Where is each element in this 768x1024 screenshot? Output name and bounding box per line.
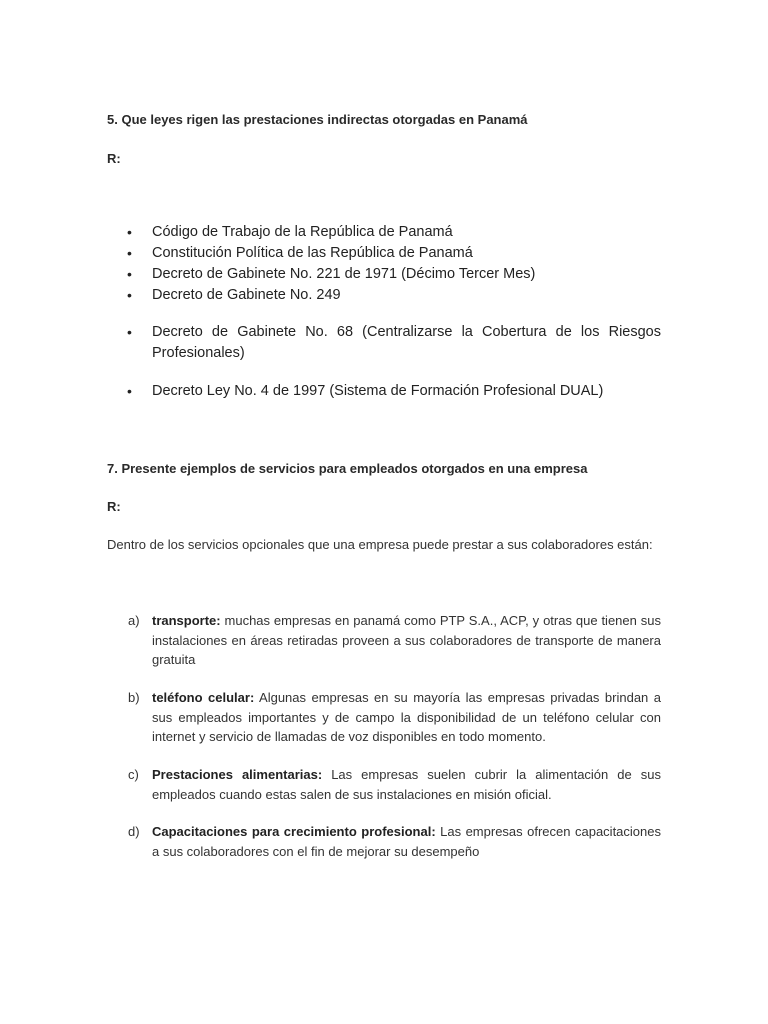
service-list-item (128, 688, 661, 747)
law-list-item (127, 285, 661, 306)
service-term: Prestaciones alimentarias: (152, 767, 323, 782)
service-term: teléfono celular: (152, 690, 255, 705)
answer-7-label: R: (107, 499, 121, 514)
law-list-item-text: Código de Trabajo de la República de Panamá (152, 224, 453, 240)
service-list-item-text (152, 822, 661, 861)
bullet-icon: • (127, 266, 132, 282)
law-list-item (127, 243, 661, 264)
law-list-item (127, 264, 661, 285)
list-marker: a) (128, 613, 140, 628)
law-list-item-text: Decreto de Gabinete No. 68 (Centralizarse la Cobertura de los Riesgos Profesionales) (152, 324, 661, 361)
service-term: transporte: (152, 613, 221, 628)
bullet-icon: • (127, 287, 132, 303)
law-list-item-text: Constitución Política de las República de Panamá (152, 245, 473, 261)
bullet-icon: • (127, 245, 132, 261)
service-list-item (128, 765, 661, 804)
service-description: Las empresas ofrecen capacitaciones a sus colaboradores con el fin de mejorar su desempeño (152, 824, 661, 859)
law-list-item-text: Decreto de Gabinete No. 221 de 1971 (Décimo Tercer Mes) (152, 266, 536, 282)
question-5-heading: 5. Que leyes rigen las prestaciones indirectas otorgadas en Panamá (107, 112, 528, 127)
answer-5-label: R: (107, 151, 121, 166)
service-list-item-text (152, 611, 661, 670)
service-term: Capacitaciones para crecimiento profesional: (152, 824, 436, 839)
question-7-heading: 7. Presente ejemplos de servicios para empleados otorgados en una empresa (107, 461, 588, 476)
list-marker: b) (128, 690, 140, 705)
services-intro-text: Dentro de los servicios opcionales que una empresa puede prestar a sus colaboradores están: (107, 537, 653, 552)
service-list-item (128, 611, 661, 670)
law-list-item-text: Decreto Ley No. 4 de 1997 (Sistema de Formación Profesional DUAL) (152, 383, 604, 399)
law-list-item (127, 381, 661, 402)
bullet-icon: • (127, 383, 132, 399)
service-description: Las empresas suelen cubrir la alimentación de sus empleados cuando estas salen de sus instalaciones en misión oficial. (152, 767, 662, 802)
bullet-icon: • (127, 224, 132, 240)
bullet-icon: • (127, 324, 132, 340)
service-list-item-text (152, 765, 661, 804)
law-list-item-text: Decreto de Gabinete No. 249 (152, 287, 341, 303)
service-list-item (128, 822, 661, 861)
law-list-item (127, 222, 661, 243)
list-marker: c) (128, 767, 139, 782)
law-list-item (127, 322, 661, 364)
service-description: muchas empresas en panamá como PTP S.A., ACP, y otras que tienen sus instalaciones en áreas retiradas proveen a sus colaboradores de transporte de manera gratuita (152, 613, 661, 667)
service-list-item-text (152, 688, 661, 747)
service-description: Algunas empresas en su mayoría las empresas privadas brindan a sus empleados importantes y de campo la disponibilidad de un teléfono celular con internet y servicio de llamadas de voz disponibles en todo momento. (152, 690, 661, 744)
list-marker: d) (128, 824, 140, 839)
